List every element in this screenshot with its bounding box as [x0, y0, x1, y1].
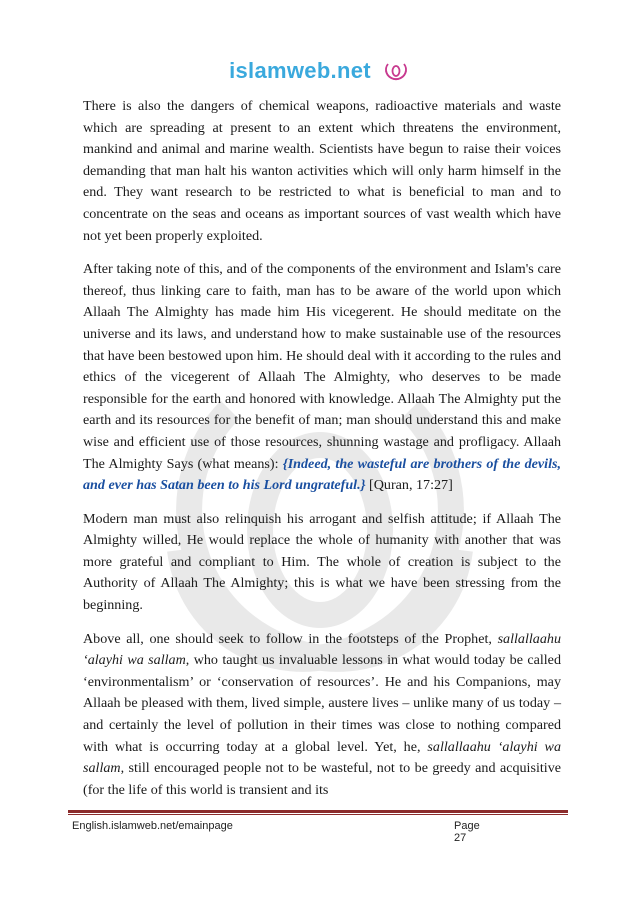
paragraph-4-text-b: , who taught us invaluable lessons in what would today be called ‘environmentalism’ or ‘conservation of resources’. He and his Companions, may Allaah be pleased with them, lived simple, austere lives – unlike many of us today – and certainly the level of pollution in their times was close to nothing compared with what is occurring today at a global level. Yet, he,: [83, 652, 561, 755]
paragraph-1: There is also the dangers of chemical weapons, radioactive materials and waste which are spreading at present to an extent which threatens the environment, mankind and animal and marine wealth. Scientists have begun to raise their voices demanding that man halt his wanton activities which will only harm himself in the end. They want research to be restricted to what is beneficial to man and to concentrate on the seas and oceans as important sources of vast wealth which have not yet been properly exploited.: [83, 98, 561, 244]
paragraph-2-text: After taking note of this, and of the components of the environment and Islam's care thereof, thus linking care to faith, man has to be aware of the world upon which Allaah The Almighty has made him His vicegerent. He should meditate on the universe and its laws, and understand how to make sustainable use of the resources that have been bestowed upon him. He should deal with it according to the rules and ethics of the vicegerent of Allaah The Almighty, who deserves to be made responsible for the earth and honored with knowledge. Allaah The Almighty put the earth and its resources for the benefit of man; man should understand this and make wise and efficient use of those resources, shunning wastage and profligacy. Allaah The Almighty Says (what means):: [83, 261, 561, 472]
salutation-1: sallallaahu ‘alayhi wa sallam: [83, 630, 561, 669]
paragraph-4-text-a: Above all, one should seek to follow in the footsteps of the Prophet,: [83, 630, 498, 647]
paragraph-2: [83, 259, 561, 497]
islamweb-logo-icon: [383, 60, 409, 82]
quran-quote: {Indeed, the wasteful are brothers of the devils, and ever has Satan been to his Lord ungrateful.}: [83, 455, 561, 494]
quran-reference: [Quran, 17:27]: [365, 477, 453, 494]
salutation-2: sallallaahu ‘alayhi wa sallam: [83, 738, 562, 777]
footer-rule: [68, 810, 568, 813]
document-body: [83, 96, 561, 813]
footer-url: English.islamweb.net/emainpage: [72, 820, 233, 832]
paragraph-3: Modern man must also relinquish his arrogant and selfish attitude; if Allaah The Almighty willed, He would replace the whole of humanity with another that was more grateful and compliant to Him. The whole of creation is subject to the Authority of Allaah The Almighty; this is what we have been stressing from the beginning.: [83, 510, 561, 614]
logo-text: islamweb.net: [229, 58, 371, 83]
footer-rule-thin: [68, 814, 568, 815]
paragraph-4-text-c: , still encouraged people not to be wasteful, not to be greedy and acquisitive (for the life of this world is transient and its: [83, 760, 561, 798]
paragraph-4: [83, 629, 561, 802]
page-header: [0, 58, 638, 84]
page-number: Page 27: [454, 820, 480, 844]
